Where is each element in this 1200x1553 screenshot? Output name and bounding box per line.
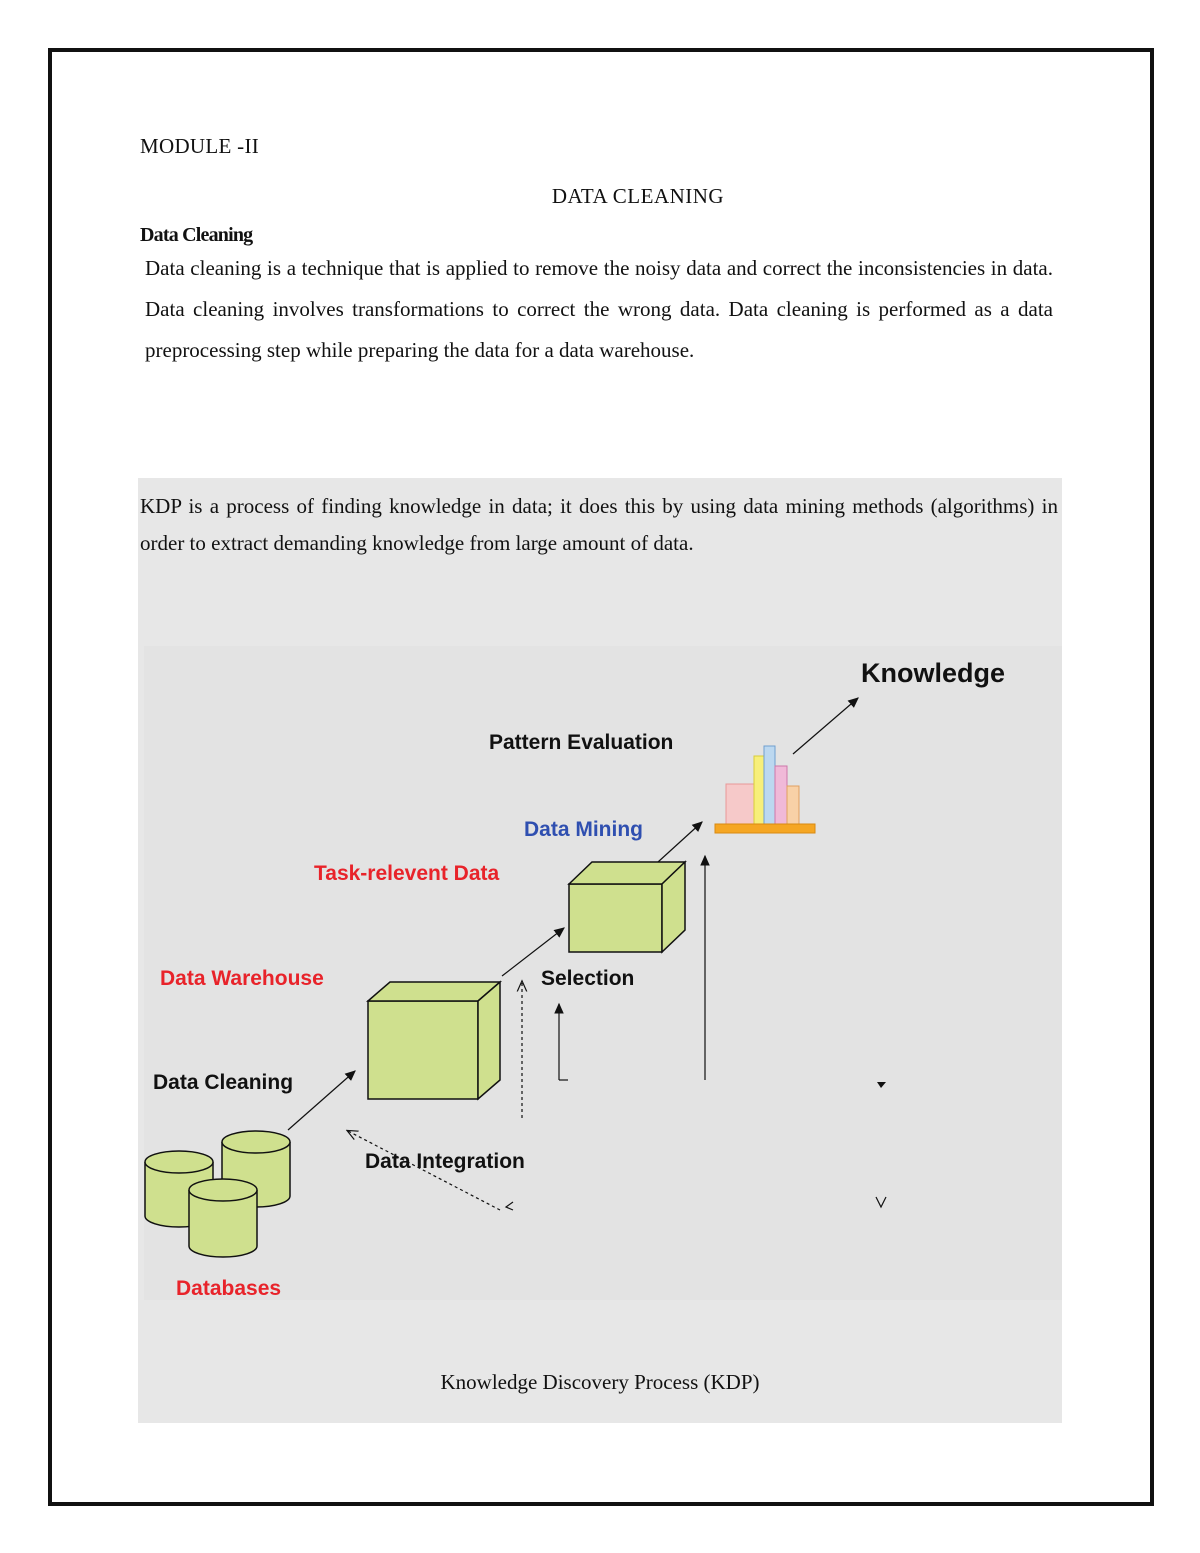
arrow-to-warehouse-icon xyxy=(288,1071,355,1130)
module-label: MODULE -II xyxy=(140,134,260,158)
small-chevron-icon xyxy=(506,1202,513,1210)
label-data-integration: Data Integration xyxy=(365,1150,525,1173)
pattern-chart-icon xyxy=(715,746,815,833)
page-title: DATA CLEANING xyxy=(551,184,725,208)
intro-paragraph: Data cleaning is a technique that is applied to remove the noisy data and correct the inconsistencies in data. Data cleaning involves transformations to correct the wrong data. Data cleaning is performed as a data preprocessing step while preparing the data for a data warehouse. xyxy=(145,256,1053,362)
label-selection: Selection xyxy=(541,967,635,990)
label-data-cleaning: Data Cleaning xyxy=(153,1071,294,1094)
section-heading: Data Cleaning xyxy=(140,224,253,246)
label-data-warehouse: Data Warehouse xyxy=(160,967,324,990)
arrow-to-knowledge-icon xyxy=(793,698,858,754)
data-warehouse-cube-icon xyxy=(368,982,500,1099)
task-relevant-data-cube-icon xyxy=(569,862,685,952)
figure-caption: Knowledge Discovery Process (KDP) xyxy=(440,1370,760,1394)
label-data-mining: Data Mining xyxy=(524,818,643,841)
label-task-relevant-data: Task-relevent Data xyxy=(314,862,500,885)
chevron-down-icon xyxy=(876,1197,886,1207)
arrow-to-pattern-icon xyxy=(658,822,702,862)
label-databases: Databases xyxy=(176,1277,282,1300)
triangle-down-icon xyxy=(877,1082,886,1088)
databases-icon xyxy=(145,1131,290,1257)
kdp-paragraph: KDP is a process of finding knowledge in data; it does this by using data mining methods (algorithms) in order to extract demanding knowledge from large amount of data. xyxy=(140,494,1058,555)
label-knowledge: Knowledge xyxy=(861,658,1006,688)
label-pattern-evaluation: Pattern Evaluation xyxy=(489,731,674,754)
